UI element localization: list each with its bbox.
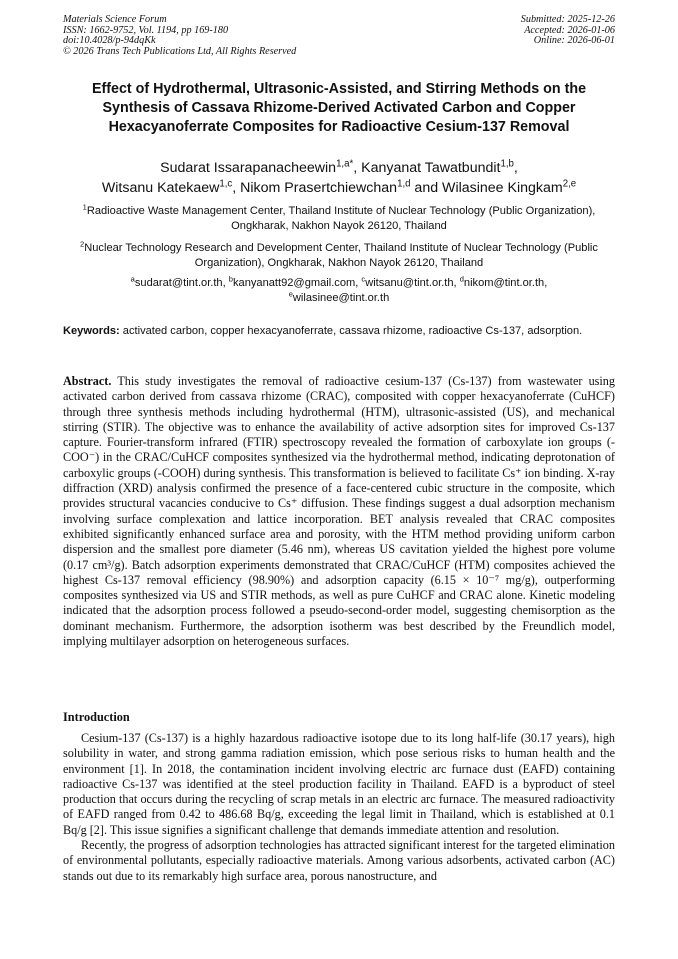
affiliation-1: [63, 204, 615, 235]
copyright-line: © 2026 Trans Tech Publications Ltd, All Rights Reserved: [63, 45, 297, 57]
email-list: [63, 276, 615, 307]
keywords: [63, 324, 615, 339]
author-sep: ,: [353, 160, 362, 176]
dates-header: [521, 15, 615, 47]
section-heading-introduction: Introduction: [63, 710, 130, 724]
journal-issn: ISSN: 1662-9752, Vol. 1194, pp 169-180: [63, 24, 229, 36]
author-sup: 1,d: [397, 178, 411, 190]
journal-doi: doi:10.4028/p-94dqKk: [63, 35, 156, 47]
introduction-body: [63, 731, 615, 884]
author-sep: ,: [232, 180, 241, 196]
email-link[interactable]: nikom@tint.or.th,: [463, 277, 548, 289]
author-name: Nikom Prasertchiewchan: [240, 180, 398, 196]
submitted-date: Submitted: 2025-12-26: [520, 14, 615, 25]
abstract-label: Abstract.: [63, 374, 112, 388]
paragraph: Cesium-137 (Cs-137) is a highly hazardous radioactive isotope due to its long half-life (30.17 years), high solubility in water, and strong gamma radiation emission, which pose serious risks to human health and the environment [1]. In 2018, the contamination incident involving electric arc furnace dust (EAFD) containing radioactive Cs-137 was identified at the steel production facility in Thailand. EAFD is a byproduct of steel production that occurs during the recycling of scrap metals in an electric arc furnace. The measured radioactivity of EAFD ranged from 0.42 to 486.68 Bq/g, exceeding the legal limit in Thailand, which is established at 0.1 Bq/g [2]. This issue signifies a significant challenge that demands immediate attention and resolution.: [63, 731, 615, 837]
author-name: Wilasinee Kingkam: [442, 180, 563, 196]
author-sup: 1,a*: [336, 158, 354, 170]
online-date: Online: 2026-06-01: [533, 35, 615, 47]
keywords-label: Keywords:: [63, 325, 120, 337]
affiliation-text: Radioactive Waste Management Center, Thailand Institute of Nuclear Technology (Public Organization), Ongkharak, Nakhon Nayok 26120, Thailand: [86, 205, 596, 233]
affiliation-sup: 1: [82, 202, 87, 212]
affiliation-sup: 2: [80, 239, 85, 249]
accepted-date: Accepted: 2026-01-06: [524, 24, 615, 36]
author-list: [63, 158, 615, 198]
author-name: Kanyanat Tawatbundit: [361, 160, 501, 176]
email-link[interactable]: kanyanatt92@gmail.com,: [232, 277, 362, 289]
email-sup: e: [288, 289, 293, 299]
email-sup: b: [228, 274, 233, 284]
email-link[interactable]: wilasinee@tint.or.th: [292, 292, 390, 305]
author-sup: 2,e: [562, 178, 577, 190]
journal-name: Materials Science Forum: [63, 14, 167, 25]
journal-header: [63, 15, 296, 57]
affiliation-2: [63, 241, 615, 272]
author-name: Witsanu Katekaew: [101, 180, 220, 196]
paragraph: Recently, the progress of adsorption technologies has attracted significant interest for the targeted elimination of environmental pollutants, especially radioactive materials. Among various adsorbents, activated carbon (AC) stands out due to its remarkably high surface area, porous nanostructure, and: [63, 838, 615, 883]
abstract-text: This study investigates the removal of radioactive cesium-137 (Cs-137) from wastewater using activated carbon derived from cassava rhizome (CRAC), composited with copper hexacyanoferrate (CuHCF) through three synthesis methods including hydrothermal (HTM), ultrasonic-assisted (US), and mechanical stirring (STIR). The objective was to enhance the availability of active adsorption sites for improved Cs-137 capture. Fourier-transform infrared (FTIR) spectroscopy revealed the formation of carboxylate ion groups (-COO⁻) in the CRAC/CuHCF composites synthesized via the hydrothermal method, indicating deprotonation of carboxylic groups (-COOH) during synthesis. This transformation is believed to facilitate Cs⁺ ion binding. X-ray diffraction (XRD) analysis confirmed the presence of a face-centered cubic structure in the composite, which provides structural vacancies conducive to Cs⁺ diffusion. These findings suggest a dual adsorption mechanism involving surface complexation and lattice incorporation. BET analysis revealed that CRAC composites exhibited significantly enhanced surface area and porosity, with the HTM method providing uniform carbon dispersion and the smallest pore diameter (5.46 nm), whereas US cavitation yielded the highest pore volume (0.17 cm³/g). Batch adsorption experiments demonstrated that CRAC/CuHCF (HTM) composites achieved the highest Cs-137 removal efficiency (98.90%) and adsorption capacity (6.15 × 10⁻⁷ mg/g), outperforming composites synthesized via US and STIR methods, as well as pure CuHCF and CRAC alone. Kinetic modeling indicated that the adsorption process followed a pseudo-second-order model, suggesting chemisorption as the dominant mechanism. Furthermore, the adsorption isotherm was best described by the Freundlich model, implying multilayer adsorption on heterogeneous surfaces.: [63, 374, 615, 649]
paper-title: Effect of Hydrothermal, Ultrasonic-Assisted, and Stirring Methods on the Synthesis of Cassava Rhizome-Derived Activated Carbon and Copper Hexacyanoferrate Composites for Radioactive Cesium-137 Removal: [91, 81, 587, 135]
author-sep: ,: [513, 160, 518, 176]
keywords-text: activated carbon, copper hexacyanoferrate, cassava rhizome, radioactive Cs-137, adsorption.: [119, 325, 583, 337]
email-sup: d: [459, 274, 464, 284]
author-sup: 1,c: [219, 178, 233, 190]
author-sup: 1,b: [500, 158, 514, 170]
author-sep: and: [410, 180, 443, 196]
author-name: Sudarat Issarapanacheewin: [160, 160, 337, 176]
abstract: [63, 374, 615, 649]
email-link[interactable]: witsanu@tint.or.th,: [365, 277, 460, 289]
email-sup: a: [130, 274, 135, 284]
email-sup: c: [361, 274, 366, 284]
affiliation-text: Nuclear Technology Research and Development Center, Thailand Institute of Nuclear Technology (Public Organization), Ongkharak, Nakhon Nayok 26120, Thailand: [84, 242, 598, 270]
email-link[interactable]: sudarat@tint.or.th,: [134, 277, 229, 289]
